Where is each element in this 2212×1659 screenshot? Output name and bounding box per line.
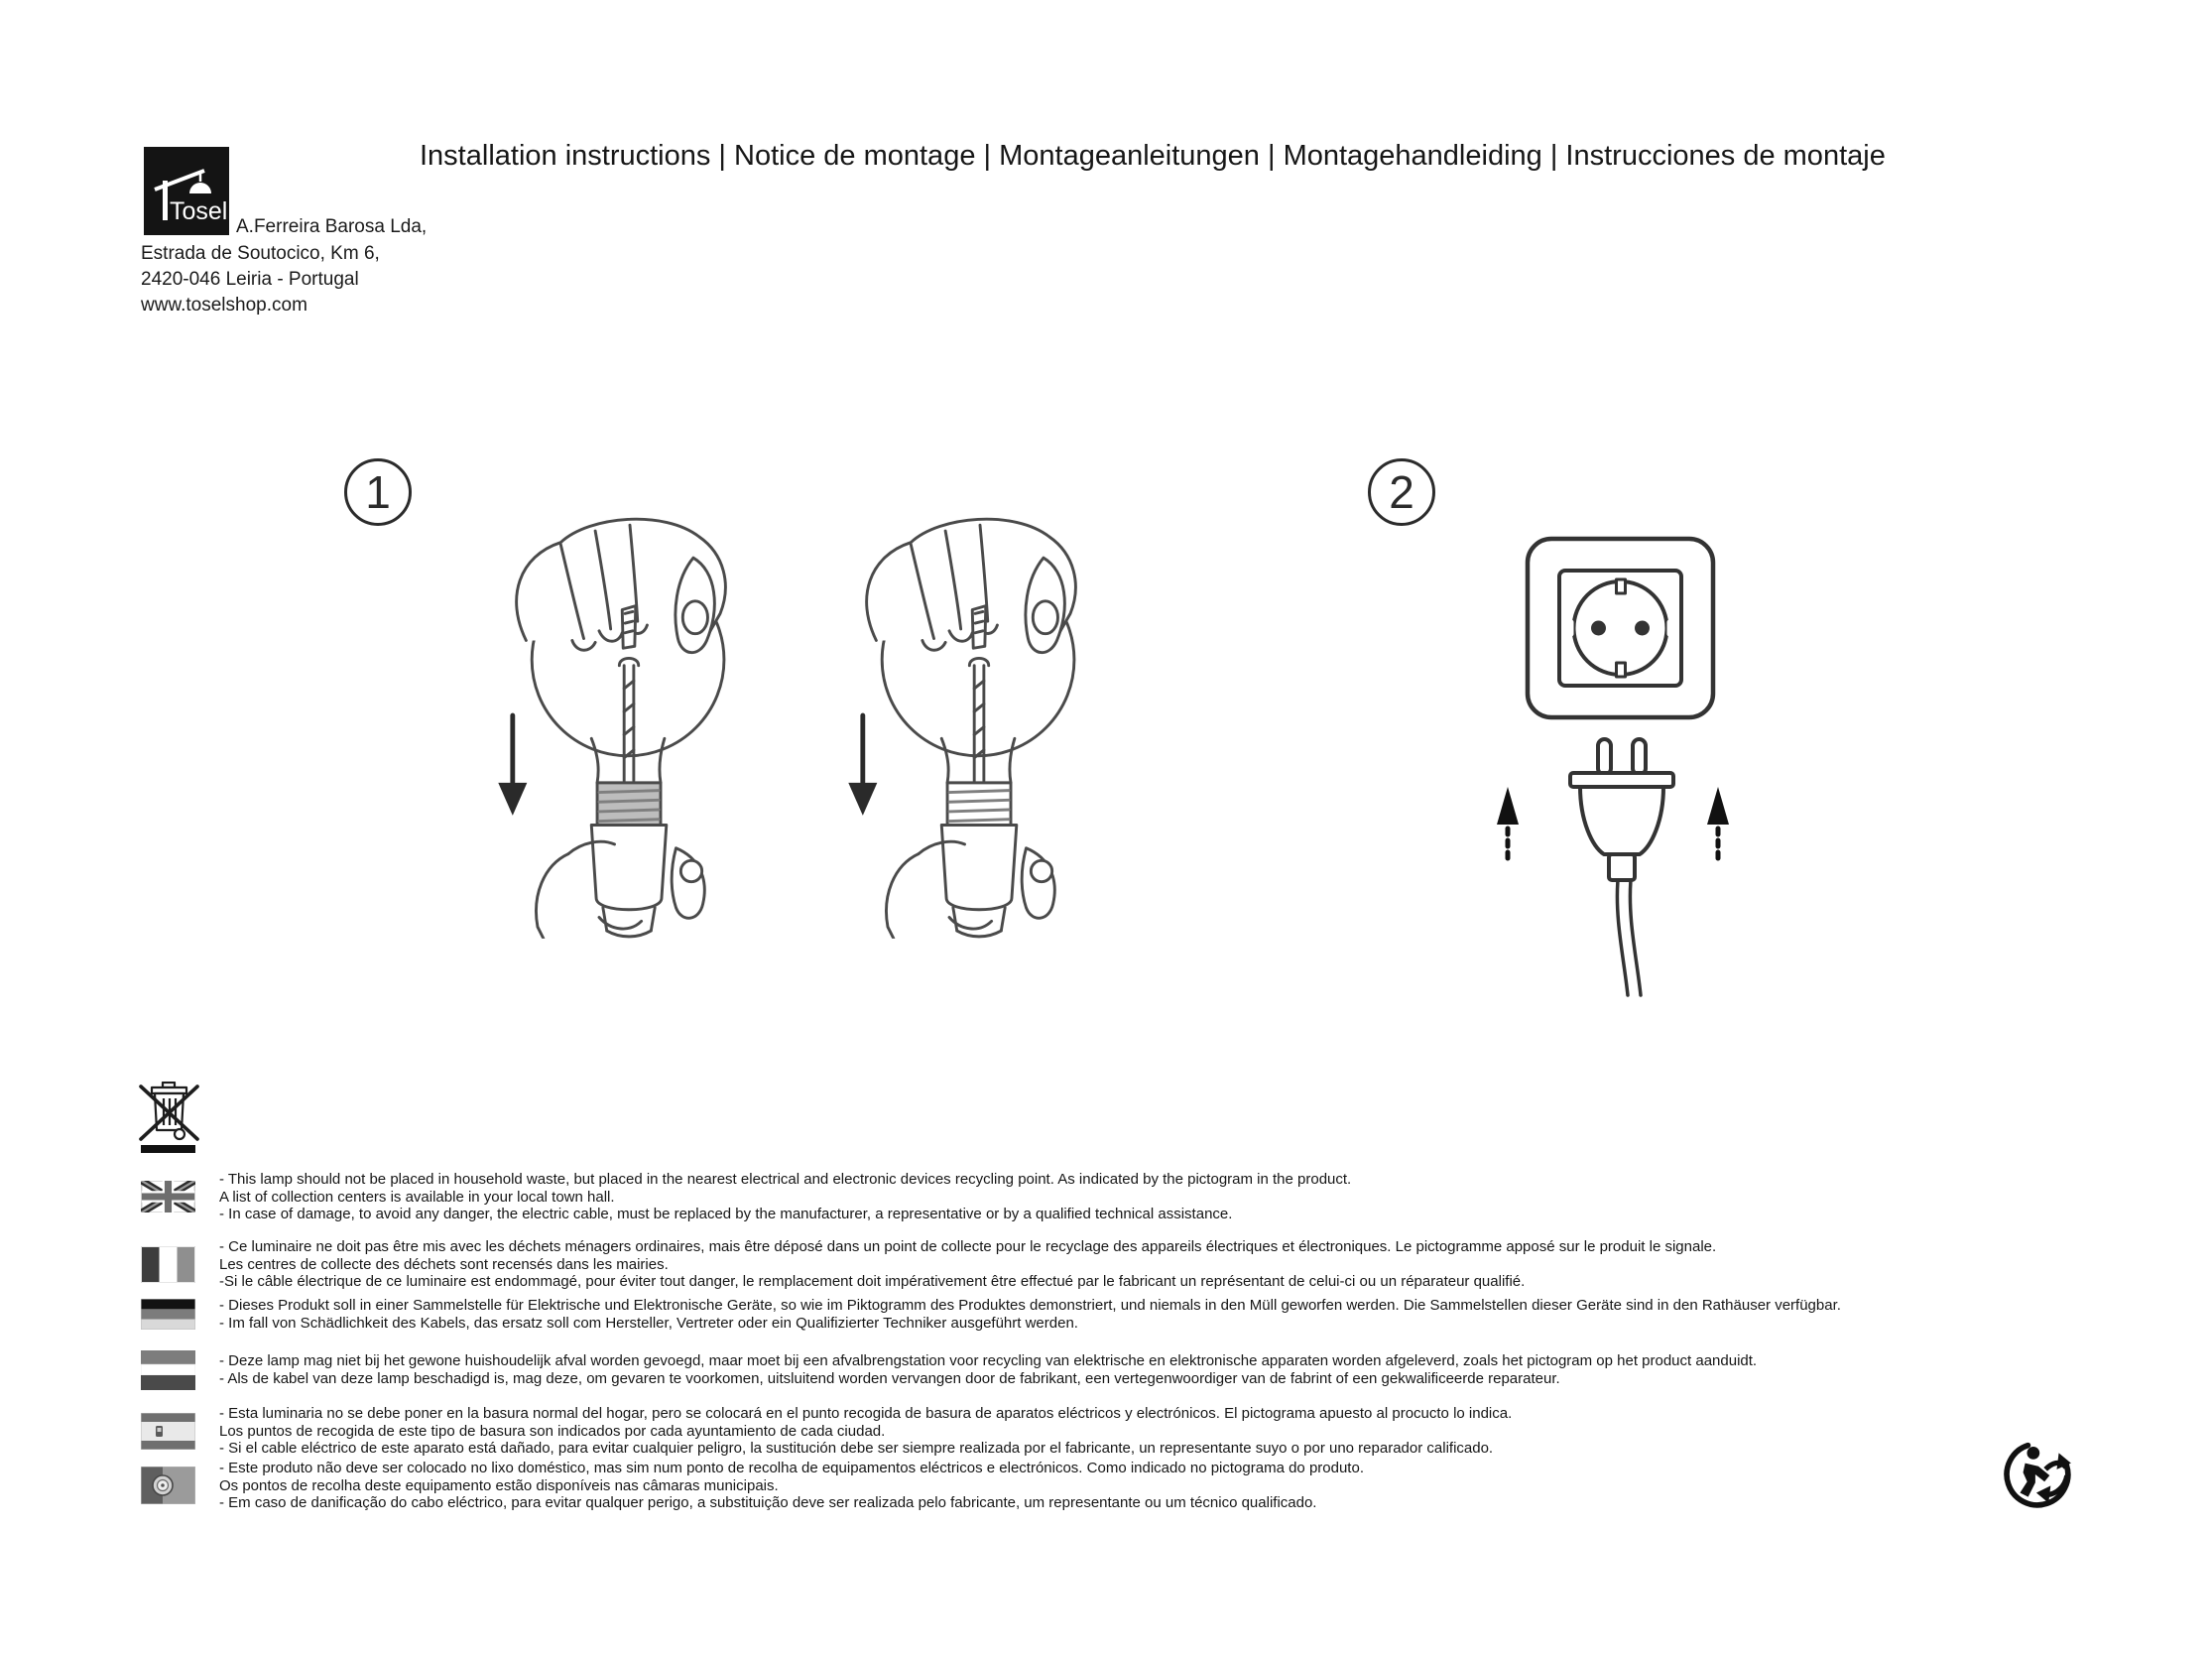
notice-text-english [219,1171,1351,1223]
tosel-logo [144,147,229,235]
notice-text-german [219,1297,1841,1332]
bulb-screw-in-illustration-1 [476,494,784,941]
tosel-logo-icon [144,147,229,235]
germany-flag-icon [141,1299,195,1330]
notice-row-dutch [141,1350,1757,1390]
uk-flag-icon [141,1181,195,1212]
bulb-screw-in-illustration-2 [826,494,1134,941]
notice-row-english [141,1171,1351,1223]
step-2-badge: 2 [1368,458,1435,526]
notice-row-german [141,1297,1841,1332]
triman-recycling-icon [2004,1439,2075,1510]
notice-line: - This lamp should not be placed in household waste, but placed in the nearest electrical and electronic devices recycling point. As indicated by the pictogram in the product. [219,1171,1352,1188]
notice-line: - In case of damage, to avoid any danger, the electric cable, must be replaced by the manufacturer, a representative or by a qualified technical assistance. [219,1206,1233,1223]
notice-line: -Si le câble électrique de ce luminaire est endommagé, pour éviter tout danger, le remplacement doit impérativement être effectué par le fabricant un représentant de celui-ci ou un réparateur qualifié. [219,1273,1526,1291]
notice-line: Les centres de collecte des déchets sont recensés dans les mairies. [219,1255,669,1273]
notice-row-french [141,1238,1716,1291]
website-text: www.toselshop.com [141,295,307,316]
company-name: A.Ferreira Barosa Lda, [236,216,428,237]
portugal-flag-icon [141,1467,195,1504]
notice-row-spanish [141,1405,1512,1458]
notice-line: - Em caso de danificação do cabo eléctrico, para evitar qualquer perigo, a substituição deve ser realizada pelo fabricante, um representante ou um técnico qualificado. [219,1494,1317,1512]
notice-line: - Im fall von Schädlichkeit des Kabels, das ersatz soll com Hersteller, Vertreter oder ein Qualifizierter Techniker ausgeführt werden. [219,1314,1078,1332]
weee-crossed-bin-icon [139,1082,202,1161]
notice-line: - Deze lamp mag niet bij het gewone huishoudelijk afval worden gevoegd, maar moet bij een afvalbrengstation voor recycling van elektrische en elektronische apparaten worden afgeleverd, zoals het pictogram op het product aanduidt. [219,1352,1758,1370]
spain-flag-icon [141,1413,195,1450]
notice-line: - Dieses Produkt soll in einer Sammelstelle für Elektrische und Elektronische Geräte, so wie im Piktogramm des Produktes demonstriert, und niemals in den Müll geworfen werden. Die Sammelstellen dieser Geräte sind in den Rathäuser verfügbar. [219,1297,1841,1314]
notice-text-portuguese [219,1460,1364,1512]
notice-text-spanish [219,1405,1512,1458]
notice-line: Los puntos de recogida de este tipo de basura son indicados por cada ayuntamiento de cada ciudad. [219,1422,886,1440]
notice-line: - Si el cable eléctrico de este aparato está dañado, para evitar cualquier peligro, la sustitución debe ser siempre realizada por el fabricante, un representante suyo o por uno reparador calificado. [219,1440,1494,1458]
notice-text-dutch [219,1352,1757,1387]
notice-line: - Als de kabel van deze lamp beschadigd is, mag deze, om gevaren te voorkomen, uitsluitend worden vervangen door de fabrikant, een vertegenwoordiger van de fabrint of een gekwalificeerde reparateur. [219,1370,1560,1387]
notice-text-french [219,1238,1716,1291]
address-line-2: 2420-046 Leiria - Portugal [141,269,359,290]
notice-row-portuguese [141,1460,1364,1512]
notice-line: - Ce luminaire ne doit pas être mis avec les déchets ménagers ordinaires, mais être déposé dans un point de collecte pour le recyclage des appareils électriques et électroniques. Le pictogramme apposé sur le produit le signale. [219,1238,1717,1255]
page-title: Installation instructions | Notice de montage | Montageanleitungen | Montagehandleiding | Instrucciones de montaje [420,140,1886,172]
step-1-badge: 1 [344,458,412,526]
wall-socket-plug-illustration [1483,531,1840,1086]
address-line-1: Estrada de Soutocico, Km 6, [141,243,380,264]
netherlands-flag-icon [141,1350,195,1390]
france-flag-icon [141,1246,195,1283]
notice-line: A list of collection centers is available in your local town hall. [219,1188,615,1206]
notice-line: - Esta luminaria no se debe poner en la basura normal del hogar, pero se colocará en el punto recogida de basura de aparatos eléctricos y electrónicos. El pictograma apuesto al procucto lo indica. [219,1405,1513,1422]
logo-text: Tosel [170,197,228,225]
notice-line: Os pontos de recolha deste equipamento estão disponíveis nas câmaras municipais. [219,1476,779,1494]
notice-line: - Este produto não deve ser colocado no lixo doméstico, mas sim num ponto de recolha de equipamentos eléctricos e electrónicos. Como indicado no pictograma do produto. [219,1460,1364,1476]
